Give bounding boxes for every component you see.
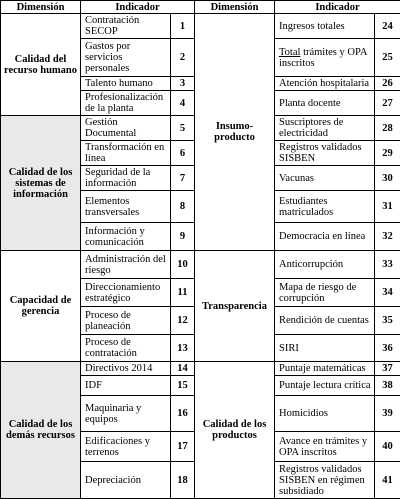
indicator-cell: Profesionalización de la planta	[81, 91, 171, 116]
indicator-cell: Administración del riesgo	[81, 251, 171, 279]
header-right-indicator: Indicador	[275, 1, 400, 14]
indicator-cell: Depreciación	[81, 462, 171, 499]
indicator-number: 34	[375, 279, 400, 307]
indicator-number: 26	[375, 77, 400, 91]
indicator-cell: Talento humano	[81, 77, 171, 91]
indicator-cell: Homicidios	[275, 396, 375, 432]
dimension-capacidad-gerencia: Capacidad de gerencia	[1, 251, 81, 362]
dimension-calidad-recurso-humano: Calidad del recurso humano	[1, 14, 81, 116]
indicator-number: 33	[375, 251, 400, 279]
indicator-cell: Proceso de planeación	[81, 307, 171, 335]
indicator-cell: Democracia en línea	[275, 223, 375, 251]
indicator-number: 24	[375, 14, 400, 39]
indicator-number: 1	[171, 14, 195, 39]
indicator-number: 40	[375, 432, 400, 462]
indicator-number: 14	[171, 362, 195, 376]
indicator-number: 12	[171, 307, 195, 335]
indicator-number: 37	[375, 362, 400, 376]
indicator-cell: Direccionamiento estratégico	[81, 279, 171, 307]
indicator-number: 38	[375, 376, 400, 396]
indicator-cell: Transformación en línea	[81, 141, 171, 166]
indicator-number: 25	[375, 39, 400, 77]
indicator-number: 10	[171, 251, 195, 279]
indicator-cell: Maquinaria y equipos	[81, 396, 171, 432]
indicator-cell: Seguridad de la información	[81, 166, 171, 191]
indicator-number: 7	[171, 166, 195, 191]
indicator-number: 3	[171, 77, 195, 91]
indicator-cell: Atención hospitalaria	[275, 77, 375, 91]
indicator-cell: Directivos 2014	[81, 362, 171, 376]
indicator-cell: Ingresos totales	[275, 14, 375, 39]
indicator-number: 39	[375, 396, 400, 432]
indicator-number: 31	[375, 191, 400, 223]
indicator-cell: IDF	[81, 376, 171, 396]
indicator-cell: Estudiantes matriculados	[275, 191, 375, 223]
indicator-cell: Registros validados SISBEN	[275, 141, 375, 166]
indicator-number: 5	[171, 116, 195, 141]
indicator-cell: Suscriptores de electricidad	[275, 116, 375, 141]
indicator-number: 36	[375, 335, 400, 362]
indicator-cell: Puntaje lectura crítica	[275, 376, 375, 396]
header-right-dimension: Dimensión	[195, 1, 275, 14]
indicator-number: 29	[375, 141, 400, 166]
indicator-number: 41	[375, 462, 400, 499]
header-left-dimension: Dimensión	[1, 1, 81, 14]
indicator-number: 9	[171, 223, 195, 251]
dimension-calidad-demas-recursos: Calidad de los demás recursos	[1, 362, 81, 499]
indicator-number: 32	[375, 223, 400, 251]
indicator-number: 13	[171, 335, 195, 362]
indicator-cell: SIRI	[275, 335, 375, 362]
indicator-cell: Contratación SECOP	[81, 14, 171, 39]
indicator-cell: Planta docente	[275, 91, 375, 116]
indicator-number: 4	[171, 91, 195, 116]
underlined-word: Total	[279, 47, 300, 58]
indicator-cell	[275, 39, 375, 77]
indicator-number: 6	[171, 141, 195, 166]
indicator-number: 17	[171, 432, 195, 462]
dimension-transparencia: Transparencia	[195, 251, 275, 362]
indicator-number: 35	[375, 307, 400, 335]
indicator-cell: Registros validados SISBEN en régimen subsidiado	[275, 462, 375, 499]
indicator-number: 15	[171, 376, 195, 396]
indicator-cell: Vacunas	[275, 166, 375, 191]
dimension-calidad-productos: Calidad de los productos	[195, 362, 275, 499]
indicator-cell: Gestión Documental	[81, 116, 171, 141]
indicator-cell: Avance en trámites y OPA inscritos	[275, 432, 375, 462]
dimension-calidad-sistemas-informacion: Calidad de los sistemas de información	[1, 116, 81, 251]
indicator-text: trámites y OPA inscritos	[279, 47, 367, 69]
indicator-cell: Rendición de cuentas	[275, 307, 375, 335]
indicator-cell: Elementos transversales	[81, 191, 171, 223]
indicator-number: 30	[375, 166, 400, 191]
indicator-number: 8	[171, 191, 195, 223]
header-left-indicator: Indicador	[81, 1, 195, 14]
indicator-number: 27	[375, 91, 400, 116]
indicator-number: 2	[171, 39, 195, 77]
indicator-number: 28	[375, 116, 400, 141]
indicator-cell: Proceso de contratación	[81, 335, 171, 362]
indicator-cell: Información y comunicación	[81, 223, 171, 251]
dimension-insumo-producto: Insumo-producto	[195, 14, 275, 251]
indicator-cell: Puntaje matemáticas	[275, 362, 375, 376]
indicator-cell: Mapa de riesgo de corrupción	[275, 279, 375, 307]
indicator-cell: Gastos por servicios personales	[81, 39, 171, 77]
indicator-cell: Anticorrupción	[275, 251, 375, 279]
indicator-number: 18	[171, 462, 195, 499]
indicator-number: 11	[171, 279, 195, 307]
indicator-cell: Edificaciones y terrenos	[81, 432, 171, 462]
indicator-number: 16	[171, 396, 195, 432]
